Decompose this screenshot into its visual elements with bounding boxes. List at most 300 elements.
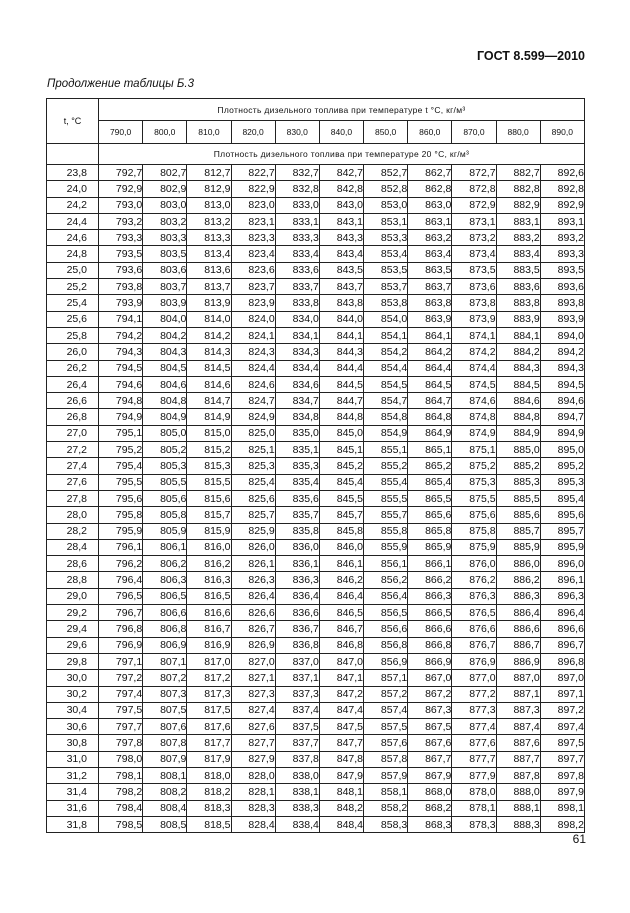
temperature-cell: 23,8 [47,165,99,181]
density-cell: 807,1 [143,653,187,669]
temperature-cell: 24,0 [47,181,99,197]
density-cell: 847,5 [319,719,363,735]
density-cell: 816,0 [187,539,231,555]
table-row [47,686,585,702]
density-cell: 817,7 [187,735,231,751]
density-cell: 857,5 [364,719,408,735]
table-row [47,735,585,751]
table-row [47,165,585,181]
table-row [47,816,585,832]
density-cell: 868,3 [408,816,452,832]
density-cell: 794,2 [99,327,143,343]
density-cell: 823,6 [231,262,275,278]
temperature-cell: 30,2 [47,686,99,702]
density-cell: 822,7 [231,165,275,181]
density-cell: 896,7 [540,637,584,653]
table-caption: Продолжение таблицы Б.3 [47,78,194,90]
density-cell: 832,8 [275,181,319,197]
density-cell: 883,8 [496,295,540,311]
density-cell: 872,8 [452,181,496,197]
density-cell: 877,3 [452,702,496,718]
density-cell: 845,0 [319,425,363,441]
density-cell: 795,2 [99,442,143,458]
density-cell: 856,4 [364,588,408,604]
density-cell: 828,4 [231,816,275,832]
density-cell: 804,3 [143,344,187,360]
density-cell: 887,1 [496,686,540,702]
density-cell: 813,6 [187,262,231,278]
density-cell: 835,7 [275,507,319,523]
density-cell: 882,7 [496,165,540,181]
density-cell: 797,1 [99,653,143,669]
density-cell: 884,5 [496,376,540,392]
density-cell: 836,7 [275,621,319,637]
density-cell: 803,5 [143,246,187,262]
density-cell: 864,4 [408,360,452,376]
density-cell: 808,4 [143,800,187,816]
density-cell: 858,3 [364,816,408,832]
temperature-cell: 25,6 [47,311,99,327]
density-cell: 874,8 [452,409,496,425]
temperature-cell: 29,0 [47,588,99,604]
temperature-cell: 30,6 [47,719,99,735]
density-cell: 854,1 [364,327,408,343]
density-cell: 893,5 [540,262,584,278]
density-cell: 823,3 [231,230,275,246]
density-cell: 804,6 [143,376,187,392]
density-cell: 816,2 [187,556,231,572]
density-cell: 867,9 [408,767,452,783]
density-cell: 888,1 [496,800,540,816]
temperature-cell: 30,0 [47,670,99,686]
density-cell: 855,7 [364,507,408,523]
density-cell: 824,0 [231,311,275,327]
density-cell: 886,3 [496,588,540,604]
density-cell: 858,2 [364,800,408,816]
density-cell: 877,7 [452,751,496,767]
temperature-cell: 24,2 [47,197,99,213]
density-cell: 897,5 [540,735,584,751]
density-cell: 813,2 [187,213,231,229]
density-cell: 867,0 [408,670,452,686]
page-number: 61 [572,832,586,846]
temperature-cell: 26,4 [47,376,99,392]
density-cell: 792,7 [99,165,143,181]
density-cell: 896,3 [540,588,584,604]
density-cell: 804,0 [143,311,187,327]
density-cell: 864,1 [408,327,452,343]
density-cell: 833,1 [275,213,319,229]
table-row [47,653,585,669]
density-cell: 862,8 [408,181,452,197]
density-cell: 826,6 [231,605,275,621]
density-cell: 884,2 [496,344,540,360]
density-cell: 805,0 [143,425,187,441]
density-cell: 874,5 [452,376,496,392]
density-cell: 878,0 [452,784,496,800]
density-cell: 843,1 [319,213,363,229]
density-cell: 895,4 [540,490,584,506]
density-cell: 825,1 [231,442,275,458]
density-cell: 823,7 [231,279,275,295]
temperature-cell: 28,8 [47,572,99,588]
density-cell: 897,0 [540,670,584,686]
temperature-cell: 25,2 [47,279,99,295]
density-cell: 793,3 [99,230,143,246]
density-cell: 812,7 [187,165,231,181]
temperature-cell: 27,2 [47,442,99,458]
density-cell: 828,0 [231,767,275,783]
density-cell: 827,6 [231,719,275,735]
density-cell: 895,2 [540,458,584,474]
density-cell: 886,4 [496,605,540,621]
density-cell: 794,8 [99,393,143,409]
density-cell: 825,0 [231,425,275,441]
density-cell: 866,9 [408,653,452,669]
density-cell: 798,4 [99,800,143,816]
density-cell: 836,3 [275,572,319,588]
density-cell: 867,7 [408,751,452,767]
density-cell: 897,1 [540,686,584,702]
density-cell: 804,9 [143,409,187,425]
density-cell: 875,5 [452,490,496,506]
density-cell: 823,1 [231,213,275,229]
density-cell: 863,8 [408,295,452,311]
density-cell: 835,6 [275,490,319,506]
density-cell: 883,9 [496,311,540,327]
density-cell: 874,4 [452,360,496,376]
density-cell: 856,5 [364,605,408,621]
density-cell: 895,3 [540,474,584,490]
density-cell: 846,0 [319,539,363,555]
density-cell: 872,7 [452,165,496,181]
density-cell: 845,8 [319,523,363,539]
density-cell: 803,3 [143,230,187,246]
density-cell: 853,4 [364,246,408,262]
density-cell: 886,7 [496,637,540,653]
density-cell: 874,9 [452,425,496,441]
density-cell: 814,6 [187,376,231,392]
density-cell: 854,0 [364,311,408,327]
density-cell: 863,0 [408,197,452,213]
density-cell: 795,8 [99,507,143,523]
density-cell: 793,5 [99,246,143,262]
density-cell: 803,9 [143,295,187,311]
density-cell: 875,1 [452,442,496,458]
table-row [47,605,585,621]
density-cell: 874,6 [452,393,496,409]
density-cell: 838,3 [275,800,319,816]
density-cell: 887,7 [496,751,540,767]
density-cell: 893,8 [540,295,584,311]
density-cell: 856,2 [364,572,408,588]
density-cell: 856,8 [364,637,408,653]
table-row [47,784,585,800]
density-cell: 854,7 [364,393,408,409]
density-cell: 893,9 [540,311,584,327]
density-cell: 853,3 [364,230,408,246]
density-cell: 897,2 [540,702,584,718]
density-cell: 847,4 [319,702,363,718]
density-cell: 844,5 [319,376,363,392]
density-cell: 894,2 [540,344,584,360]
density-table [46,98,585,833]
density-cell: 835,8 [275,523,319,539]
density-cell: 825,4 [231,474,275,490]
density-cell: 885,3 [496,474,540,490]
density-cell: 863,9 [408,311,452,327]
density-cell: 843,8 [319,295,363,311]
temperature-cell: 27,8 [47,490,99,506]
density-header-cell: 800,0 [143,121,187,144]
density-cell: 828,3 [231,800,275,816]
density-cell: 864,5 [408,376,452,392]
density-cell: 885,9 [496,539,540,555]
density-cell: 854,5 [364,376,408,392]
density-cell: 866,1 [408,556,452,572]
density-cell: 833,0 [275,197,319,213]
temperature-cell: 31,6 [47,800,99,816]
density-cell: 816,3 [187,572,231,588]
density-cell: 842,8 [319,181,363,197]
density-cell: 797,2 [99,670,143,686]
density-cell: 857,2 [364,686,408,702]
density-cell: 797,7 [99,719,143,735]
density-cell: 835,1 [275,442,319,458]
density-cell: 837,4 [275,702,319,718]
density-cell: 794,5 [99,360,143,376]
density-cell: 833,3 [275,230,319,246]
density-cell: 848,2 [319,800,363,816]
density-cell: 795,5 [99,474,143,490]
density-cell: 846,7 [319,621,363,637]
density-cell: 824,9 [231,409,275,425]
density-cell: 872,9 [452,197,496,213]
density-cell: 796,4 [99,572,143,588]
density-cell: 852,7 [364,165,408,181]
density-cell: 895,0 [540,442,584,458]
table-row [47,767,585,783]
density-cell: 834,3 [275,344,319,360]
density-cell: 818,0 [187,767,231,783]
density-cell: 847,1 [319,670,363,686]
density-cell: 807,9 [143,751,187,767]
density-cell: 868,0 [408,784,452,800]
temperature-cell: 26,8 [47,409,99,425]
density-cell: 808,1 [143,767,187,783]
density-cell: 853,7 [364,279,408,295]
density-cell: 855,8 [364,523,408,539]
density-cell: 856,1 [364,556,408,572]
density-cell: 793,0 [99,197,143,213]
density-header-cell: 830,0 [275,121,319,144]
density-cell: 846,8 [319,637,363,653]
density-cell: 867,3 [408,702,452,718]
density-cell: 803,0 [143,197,187,213]
density-cell: 896,1 [540,572,584,588]
temperature-cell: 30,4 [47,702,99,718]
density-header-cell: 790,0 [99,121,143,144]
density-cell: 878,3 [452,816,496,832]
density-cell: 798,2 [99,784,143,800]
density-cell: 893,1 [540,213,584,229]
density-cell: 853,8 [364,295,408,311]
density-cell: 863,2 [408,230,452,246]
density-header-cell: 840,0 [319,121,363,144]
density-cell: 813,3 [187,230,231,246]
density-cell: 867,6 [408,735,452,751]
density-cell: 894,3 [540,360,584,376]
density-cell: 894,7 [540,409,584,425]
density-cell: 798,1 [99,767,143,783]
density-cell: 884,8 [496,409,540,425]
density-cell: 867,5 [408,719,452,735]
density-cell: 844,0 [319,311,363,327]
density-cell: 796,2 [99,556,143,572]
density-cell: 844,4 [319,360,363,376]
table-row [47,393,585,409]
density-header-cell: 810,0 [187,121,231,144]
density-cell: 838,1 [275,784,319,800]
density-cell: 863,4 [408,246,452,262]
density-cell: 802,7 [143,165,187,181]
density-cell: 814,2 [187,327,231,343]
density-cell: 885,0 [496,442,540,458]
density-cell: 842,7 [319,165,363,181]
density-cell: 866,2 [408,572,452,588]
density-cell: 812,9 [187,181,231,197]
density-cell: 835,3 [275,458,319,474]
density-cell: 844,8 [319,409,363,425]
density-cell: 873,8 [452,295,496,311]
density-cell: 843,0 [319,197,363,213]
table-row [47,230,585,246]
density-cell: 814,0 [187,311,231,327]
density-cell: 827,1 [231,670,275,686]
density-cell: 802,9 [143,181,187,197]
density-cell: 796,7 [99,605,143,621]
density-cell: 883,2 [496,230,540,246]
density-cell: 815,3 [187,458,231,474]
density-cell: 797,5 [99,702,143,718]
density-cell: 887,3 [496,702,540,718]
density-cell: 794,6 [99,376,143,392]
density-cell: 864,9 [408,425,452,441]
density-cell: 876,7 [452,637,496,653]
density-cell: 894,6 [540,393,584,409]
density-cell: 845,7 [319,507,363,523]
density-cell: 804,8 [143,393,187,409]
density-cell: 793,6 [99,262,143,278]
density-cell: 866,8 [408,637,452,653]
density-cell: 887,0 [496,670,540,686]
table-row [47,327,585,343]
density-cell: 896,8 [540,653,584,669]
density-cell: 837,3 [275,686,319,702]
density-cell: 834,4 [275,360,319,376]
density-cell: 866,6 [408,621,452,637]
density-cell: 826,9 [231,637,275,653]
density-cell: 876,2 [452,572,496,588]
top-header: Плотность дизельного топлива при температуре t °C, кг/м³ [99,99,585,121]
table-row [47,360,585,376]
density-cell: 822,9 [231,181,275,197]
density-cell: 808,5 [143,816,187,832]
density-cell: 876,5 [452,605,496,621]
density-cell: 806,9 [143,637,187,653]
table-row [47,670,585,686]
density-cell: 857,8 [364,751,408,767]
density-cell: 816,6 [187,605,231,621]
density-cell: 886,0 [496,556,540,572]
density-cell: 846,1 [319,556,363,572]
density-cell: 884,3 [496,360,540,376]
density-cell: 803,2 [143,213,187,229]
density-cell: 814,7 [187,393,231,409]
density-cell: 817,9 [187,751,231,767]
density-cell: 806,1 [143,539,187,555]
table-row [47,621,585,637]
density-cell: 884,6 [496,393,540,409]
table-row [47,572,585,588]
density-cell: 807,2 [143,670,187,686]
density-cell: 824,6 [231,376,275,392]
density-cell: 884,9 [496,425,540,441]
density-cell: 817,0 [187,653,231,669]
density-header-cell: 860,0 [408,121,452,144]
density-cell: 873,9 [452,311,496,327]
density-cell: 833,4 [275,246,319,262]
density-cell: 898,2 [540,816,584,832]
density-cell: 876,6 [452,621,496,637]
density-cell: 887,6 [496,735,540,751]
temperature-cell: 31,4 [47,784,99,800]
density-cell: 806,6 [143,605,187,621]
density-cell: 825,3 [231,458,275,474]
density-cell: 826,7 [231,621,275,637]
density-cell: 873,1 [452,213,496,229]
density-cell: 855,9 [364,539,408,555]
density-cell: 863,7 [408,279,452,295]
density-cell: 807,8 [143,735,187,751]
density-cell: 874,2 [452,344,496,360]
density-cell: 825,9 [231,523,275,539]
density-cell: 838,0 [275,767,319,783]
temperature-cell: 25,8 [47,327,99,343]
density-cell: 795,6 [99,490,143,506]
density-cell: 853,5 [364,262,408,278]
table-row [47,588,585,604]
density-cell: 837,7 [275,735,319,751]
density-cell: 888,0 [496,784,540,800]
density-cell: 894,5 [540,376,584,392]
density-cell: 873,4 [452,246,496,262]
density-cell: 815,2 [187,442,231,458]
density-cell: 855,2 [364,458,408,474]
density-cell: 824,3 [231,344,275,360]
density-cell: 805,9 [143,523,187,539]
density-cell: 805,2 [143,442,187,458]
density-cell: 806,3 [143,572,187,588]
density-cell: 834,8 [275,409,319,425]
density-cell: 875,6 [452,507,496,523]
density-header-cell: 820,0 [231,121,275,144]
density-cell: 834,6 [275,376,319,392]
density-cell: 892,6 [540,165,584,181]
table-row [47,490,585,506]
density-cell: 798,0 [99,751,143,767]
density-cell: 825,6 [231,490,275,506]
